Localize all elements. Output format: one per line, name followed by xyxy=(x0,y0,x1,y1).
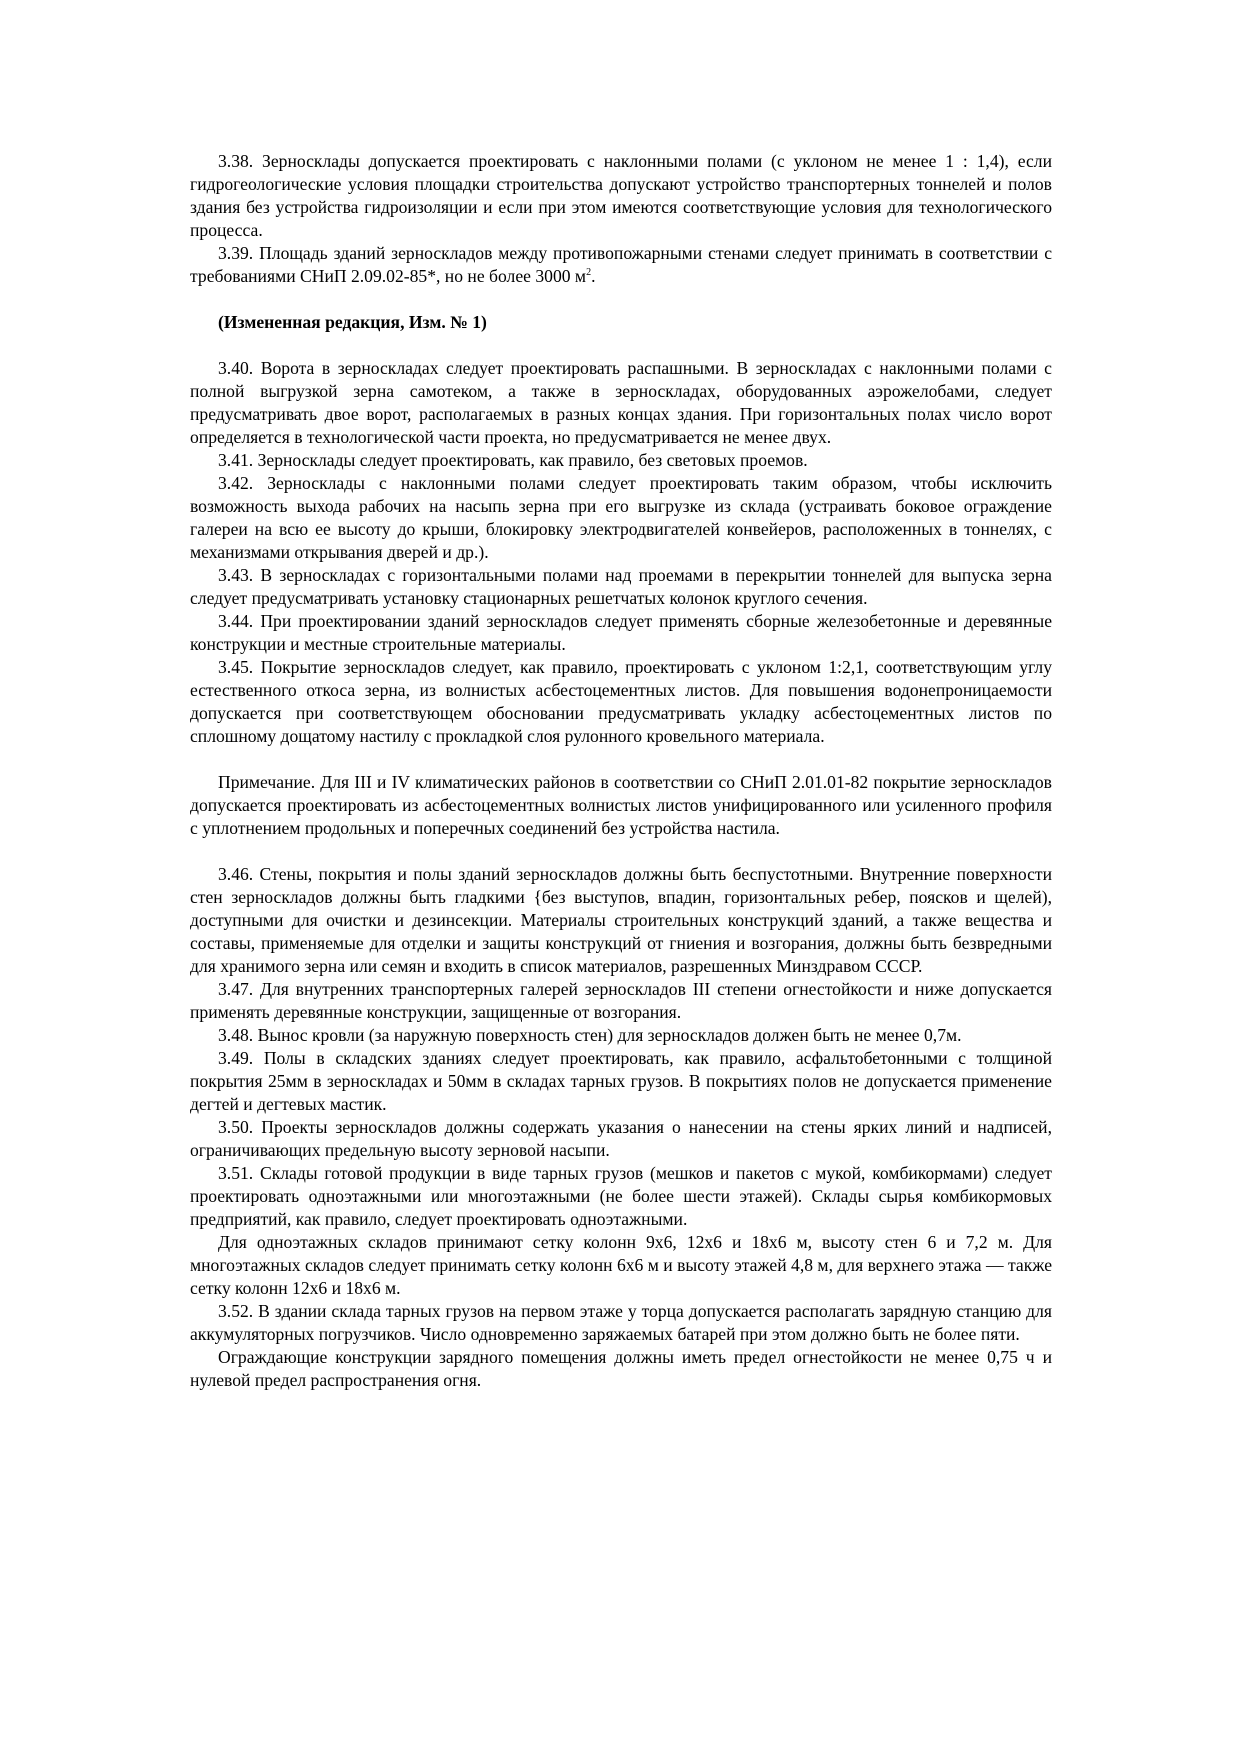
superscript-square: 2 xyxy=(586,267,592,278)
paragraph-3-47: 3.47. Для внутренних транспортерных галерей зерноскладов III степени огнестойкости и ниже допускается применять деревянные конструкции, защищенные от возгорания. xyxy=(190,979,1052,1022)
paragraph-3-39-text: 3.39. Площадь зданий зерноскладов между противопожарными стенами следует принимать в соответствии с требованиями СНиП 2.09.02-85*, но не более 3000 м xyxy=(190,243,1052,286)
paragraph-3-45: 3.45. Покрытие зерноскладов следует, как правило, проектировать с уклоном 1:2,1, соответствующим углу естественного откоса зерна, из волнистых асбестоцементных листов. Для повышения водонепроницаемости допускается при соответствующем обосновании предусматривать укладку асбестоцементных листов по сплошному дощатому настилу с прокладкой слоя рулонного кровельного материала. xyxy=(190,657,1052,746)
paragraph-3-48: 3.48. Вынос кровли (за наружную поверхность стен) для зерноскладов должен быть не менее 0,7м. xyxy=(218,1025,962,1045)
spacer xyxy=(190,334,1052,357)
spacer xyxy=(190,840,1052,863)
paragraph-3-41: 3.41. Зерносклады следует проектировать, как правило, без световых проемов. xyxy=(218,450,808,470)
paragraph-3-51: 3.51. Склады готовой продукции в виде тарных грузов (мешков и пакетов с мукой, комбикормами) следует проектировать одноэтажными или многоэтажными (не более шести этажей). Склады сырья комбикормовых предприятий, как правило, следует проектировать одноэтажными. xyxy=(190,1163,1052,1229)
spacer xyxy=(190,748,1052,771)
paragraph-3-42: 3.42. Зерносклады с наклонными полами следует проектировать таким образом, чтобы исключить возможность выхода рабочих на насыпь зерна при его выгрузке из склада (устраивать боковое ограждение галереи на всю ее высоту до крыши, блокировку электродвигателей конвейеров, расположенных в тоннелях, с механизмами открывания дверей и др.). xyxy=(190,473,1052,562)
paragraph-3-44: 3.44. При проектировании зданий зерноскладов следует применять сборные железобетонные и деревянные конструкции и местные строительные материалы. xyxy=(190,611,1052,654)
paragraph-3-39-end: . xyxy=(591,266,596,286)
amendment-note: (Измененная редакция, Изм. № 1) xyxy=(218,312,487,332)
paragraph-3-49: 3.49. Полы в складских зданиях следует проектировать, как правило, асфальтобетонными с толщиной покрытия 25мм в зерноскладах и 50мм в складах тарных грузов. В покрытиях полов не допускается применение дегтей и дегтевых мастик. xyxy=(190,1048,1052,1114)
paragraph-3-52-continued: Ограждающие конструкции зарядного помещения должны иметь предел огнестойкости не менее 0,75 ч и нулевой предел распространения огня. xyxy=(190,1347,1052,1390)
document-page xyxy=(190,150,1052,1392)
paragraph-3-51-continued: Для одноэтажных складов принимают сетку колонн 9х6, 12х6 и 18х6 м, высоту стен 6 и 7,2 м. Для многоэтажных складов следует принимать сетку колонн 6х6 м и высоту этажей 4,8 м, для верхнего этажа — также сетку колонн 12х6 и 18х6 м. xyxy=(190,1232,1052,1298)
paragraph-3-52: 3.52. В здании склада тарных грузов на первом этаже у торца допускается располагать зарядную станцию для аккумуляторных погрузчиков. Число одновременно заряжаемых батарей при этом должно быть не более пяти. xyxy=(190,1301,1052,1344)
paragraph-3-43: 3.43. В зерноскладах с горизонтальными полами над проемами в перекрытии тоннелей для выпуска зерна следует предусматривать установку стационарных решетчатых колонок круглого сечения. xyxy=(190,565,1052,608)
note-paragraph: Примечание. Для III и IV климатических районов в соответствии со СНиП 2.01.01-82 покрытие зерноскладов допускается проектировать из асбестоцементных волнистых листов унифицированного или усиленного профиля с уплотнением продольных и поперечных соединений без устройства настила. xyxy=(190,772,1052,838)
paragraph-3-39 xyxy=(190,242,1052,288)
paragraph-3-50: 3.50. Проекты зерноскладов должны содержать указания о нанесении на стены ярких линий и надписей, ограничивающих предельную высоту зерновой насыпи. xyxy=(190,1117,1052,1160)
paragraph-3-46: 3.46. Стены, покрытия и полы зданий зерноскладов должны быть беспустотными. Внутренние поверхности стен зерноскладов должны быть гладкими {без выступов, впадин, горизонтальных ребер, поясков и щелей), доступными для очистки и дезинсекции. Материалы строительных конструкций зданий, а также вещества и составы, применяемые для отделки и защиты конструкций от гниения и возгорания, должны быть безвредными для хранимого зерна или семян и входить в список материалов, разрешенных Минздравом СССР. xyxy=(190,864,1052,976)
spacer xyxy=(190,288,1052,311)
paragraph-3-40: 3.40. Ворота в зерноскладах следует проектировать распашными. В зерноскладах с наклонными полами с полной выгрузкой зерна самотеком, а также в зерноскладах, оборудованных аэрожелобами, следует предусматривать двое ворот, располагаемых в разных концах здания. При горизонтальных полах число ворот определяется в технологической части проекта, но предусматривается не менее двух. xyxy=(190,358,1052,447)
paragraph-3-38: 3.38. Зерносклады допускается проектировать с наклонными полами (с уклоном не менее 1 : 1,4), если гидрогеологические условия площадки строительства допускают устройство транспортерных тоннелей и полов здания без устройства гидроизоляции и если при этом имеются соответствующие условия для технологического процесса. xyxy=(190,151,1052,240)
